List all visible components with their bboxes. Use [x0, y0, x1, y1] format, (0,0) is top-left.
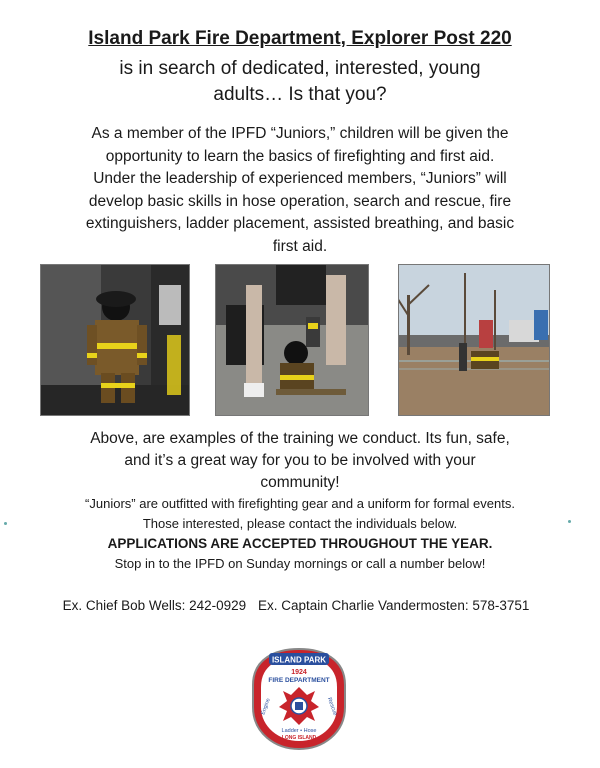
contacts-line [20, 598, 580, 613]
badge-middle-text: FIRE DEPARTMENT [268, 677, 330, 684]
details-section [20, 494, 580, 574]
subtitle-line: adults… Is that you? [213, 84, 387, 105]
intro-line: Under the leadership of experienced members, “Juniors” will [93, 170, 507, 187]
badge-right-text: Rescue [325, 696, 338, 717]
badge-left-text: Engine [260, 697, 272, 716]
badge-bottom3: NEW YORK [285, 741, 313, 747]
badge-top-text: ISLAND PARK [271, 655, 327, 665]
flyer-title: Island Park Fire Department, Explorer Post 220 [88, 28, 512, 49]
intro-paragraph [40, 123, 560, 258]
applications-notice: APPLICATIONS ARE ACCEPTED THROUGHOUT THE YEAR. [107, 536, 493, 551]
intro-line: extinguishers, ladder placement, assisted breathing, and basic [85, 215, 515, 232]
contact-chief: Ex. Chief Bob Wells: 242-0929 [62, 598, 247, 613]
flyer-subtitle [60, 56, 540, 108]
scan-speck [568, 520, 571, 523]
examples-line: Above, are examples of the training we conduct. Its fun, safe, [90, 430, 510, 447]
examples-line: and it’s a great way for you to be involved with your [124, 452, 476, 469]
intro-line: opportunity to learn the basics of firefighting and first aid. [105, 147, 495, 165]
subtitle-line: is in search of dedicated, interested, young [119, 58, 481, 79]
training-photo-gear [40, 264, 190, 416]
scan-speck [4, 522, 7, 525]
details-line: Stop in to the IPFD on Sunday mornings or call a number below! [114, 556, 486, 571]
examples-paragraph [40, 428, 560, 494]
intro-line: first aid. [272, 237, 328, 255]
details-line: “Juniors” are outfitted with firefighting gear and a uniform for formal events. [85, 496, 515, 511]
badge-bottom-text: Ladder • Hose [281, 728, 317, 734]
badge-year: 1924 [291, 669, 307, 676]
training-photo-search [215, 264, 369, 416]
details-line: Those interested, please contact the individuals below. [142, 516, 458, 531]
intro-line: develop basic skills in hose operation, search and rescue, fire [88, 192, 512, 210]
training-photo-outdoor [398, 264, 550, 416]
intro-line: As a member of the IPFD “Juniors,” children will be given the [91, 125, 509, 142]
fire-department-badge [245, 645, 353, 753]
maltese-cross-icon [279, 687, 319, 725]
badge-bottom2: LONG ISLAND [281, 735, 317, 741]
examples-line: community! [260, 474, 340, 491]
contact-captain: Ex. Captain Charlie Vandermosten: 578-3751 [257, 598, 530, 613]
